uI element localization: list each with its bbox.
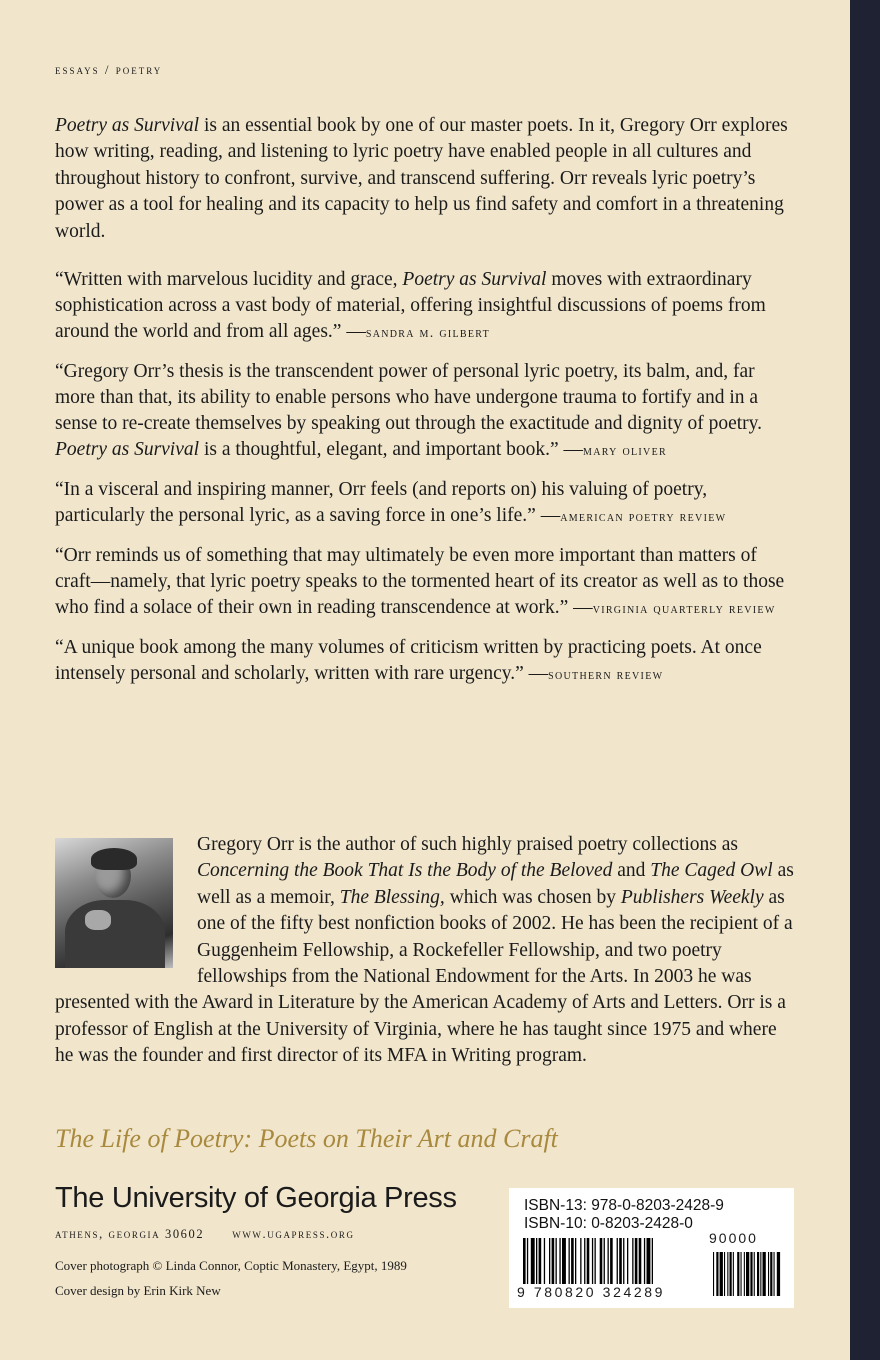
barcode-box [509, 1188, 794, 1308]
author-photo [55, 838, 173, 968]
isbn-10: ISBN-10: 0-8203-2428-0 [524, 1215, 693, 1232]
publisher-city: athens, georgia 30602 [55, 1227, 205, 1241]
cover-photo-credit: Cover photograph © Linda Connor, Coptic Monastery, Egypt, 1989 [55, 1258, 407, 1273]
publisher-web: www.ugapress.org [232, 1227, 355, 1241]
author-name: Gregory Orr [197, 834, 294, 855]
blurb-attribution: sandra m. gilbert [365, 326, 491, 341]
cover-design-credit: Cover design by Erin Kirk New [55, 1283, 221, 1298]
author-bio: Gregory Orr is the author of such highly praised poetry collections as Concerning the Book That Is the Body of the Beloved and The Caged Owl as well as a memoir, The Blessing, which was chosen by Publishers Weekly as one of the fifty best nonfiction books of 2002. He has been the recipient of a Guggenheim Fellowship, a Rockefeller Fellowship, and two poetry fellowships from the National Endowment for the Arts. In 2003 he was presented with the Award in Literature by the American Academy of Arts and Letters. Orr is a professor of English at the University of Virginia, where he has taught since 1975 and where he was the founder and first director of its MFA in Writing program. [55, 832, 795, 1070]
publisher-address [55, 1227, 355, 1242]
spine-edge [850, 0, 880, 1360]
description-text: is an essential book by one of our master poets. In it, Gregory Orr explores how writing, reading, and listening to lyric poetry have enabled people in all cultures and throughout history to confront, survive, and transcend suffering. Orr reveals lyric poetry’s power as a tool for healing and its capacity to help us find safety and comfort in a threatening world. [55, 115, 788, 242]
blurb: “Gregory Orr’s thesis is the transcendent power of personal lyric poetry, its balm, and, far more than that, its ability to enable persons who have undergone trauma to fortify and in a sense to re-create themselves by speaking out through the exactitude and dignity of poetry. Poetry as Survival is a thoughtful, elegant, and important book.” —mary oliver [55, 361, 763, 460]
blurb-attribution: american poetry review [560, 510, 727, 525]
blurb-attribution: southern review [548, 668, 664, 683]
publisher-name: The University of Georgia Press [55, 1182, 457, 1214]
blurb: “A unique book among the many volumes of criticism written by practicing poets. At once intensely personal and scholarly, written with rare urgency.” —southern review [55, 637, 762, 684]
blurb-attribution: mary oliver [583, 444, 667, 459]
blurb: “Orr reminds us of something that may ultimately be even more important than matters of craft—namely, that lyric poetry speaks to the tormented heart of its creator as well as to those who find a solace of their own in reading transcendence at work.” —virginia quarterly review [55, 545, 785, 618]
isbn-13: ISBN-13: 978-0-8203-2428-9 [524, 1197, 724, 1214]
blurbs [55, 267, 795, 701]
blurb: “In a visceral and inspiring manner, Orr feels (and reports on) his valuing of poetry, particularly the personal lyric, as a saving force in one’s life.” —american poetry review [55, 479, 727, 526]
book-description [55, 113, 795, 245]
blurb: “Written with marvelous lucidity and grace, Poetry as Survival moves with extraordinary sophistication across a vast body of material, offering insightful discussions of poems from around the world and from all ages.” —sandra m. gilbert [55, 269, 766, 342]
blurb-attribution: virginia quarterly review [592, 602, 776, 617]
author-photo-wrap [55, 838, 183, 976]
description-title: Poetry as Survival [55, 115, 200, 136]
series-title: The Life of Poetry: Poets on Their Art and Craft [55, 1124, 558, 1153]
category-label: essays / poetry [55, 62, 163, 77]
barcode-ean: 9 780820 324289 [517, 1284, 665, 1300]
barcode-addon: 90000 [709, 1230, 758, 1246]
